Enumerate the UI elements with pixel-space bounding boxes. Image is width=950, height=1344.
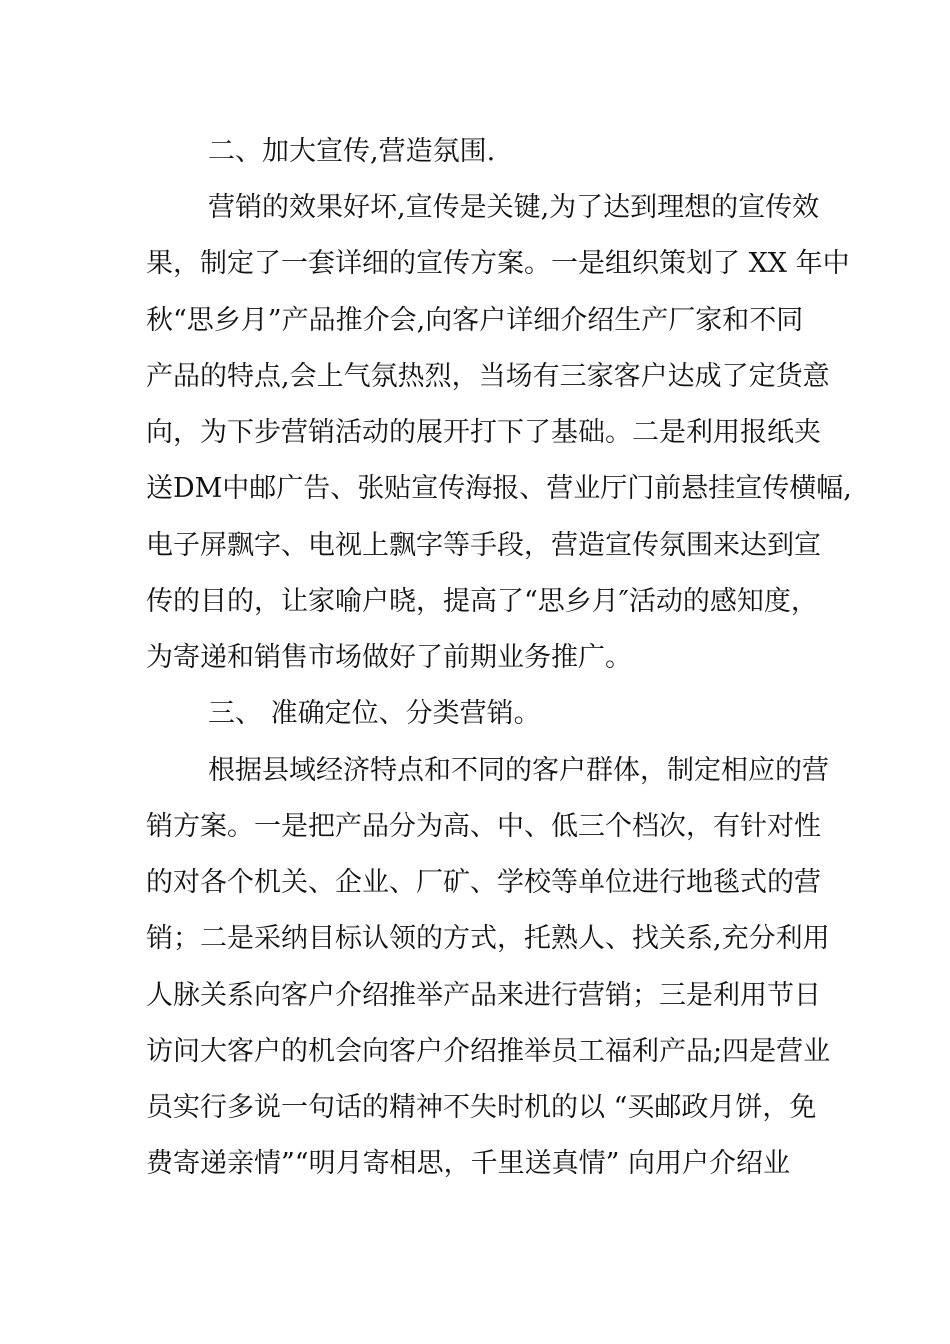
paragraph-line: 费寄递亲情”“明月寄相思，千里送真情” 向用户介绍业 [146, 1148, 790, 1179]
paragraph-line: 秋“思乡月”产品推介会,向客户详细介绍生产厂家和不同 [146, 305, 804, 336]
paragraph-line: 访问大客户的机会向客户介绍推举员工福利产品;四是营业 [146, 1036, 831, 1067]
paragraph-line: 销方案。一是把产品分为高、中、低三个档次，有针对性 [146, 811, 821, 842]
paragraph-line: 为寄递和销售市场做好了前期业务推广。 [146, 642, 632, 673]
paragraph-line: 营销的效果好坏,宣传是关键,为了达到理想的宣传效 [208, 192, 820, 223]
paragraph-line: 果，制定了一套详细的宣传方案。一是组织策划了 XX 年中 [146, 248, 850, 279]
paragraph-line: 的对各个机关、企业、厂矿、学校等单位进行地毯式的营 [146, 867, 821, 898]
paragraph-line: 向，为下步营销活动的展开打下了基础。二是利用报纸夹 [146, 417, 821, 448]
section-heading-2: 二、加大宣传,营造氛围. [208, 136, 496, 167]
paragraph-line: 送DM中邮广告、张贴宣传海报、营业厅门前悬挂宣传横幅, [146, 473, 852, 504]
paragraph-line: 电子屏飘字、电视上飘字等手段，营造宣传氛围来达到宣 [146, 530, 821, 561]
paragraph-line: 人脉关系向客户介绍推举产品来进行营销；三是利用节日 [146, 980, 821, 1011]
paragraph-line: 员实行多说一句话的精神不失时机的以 “买邮政月饼，免 [146, 1092, 817, 1123]
paragraph-line: 传的目的，让家喻户晓，提高了“思乡月″活动的感知度， [146, 586, 818, 617]
paragraph-line: 根据县域经济特点和不同的客户群体，制定相应的营 [208, 755, 829, 786]
paragraph-line: 销；二是采纳目标认领的方式，托熟人、找关系,充分利用 [146, 923, 830, 954]
paragraph-line: 产品的特点,会上气氛热烈，当场有三家客户达成了定货意 [146, 361, 830, 392]
section-heading-3: 三、 准确定位、分类营销。 [208, 698, 541, 729]
